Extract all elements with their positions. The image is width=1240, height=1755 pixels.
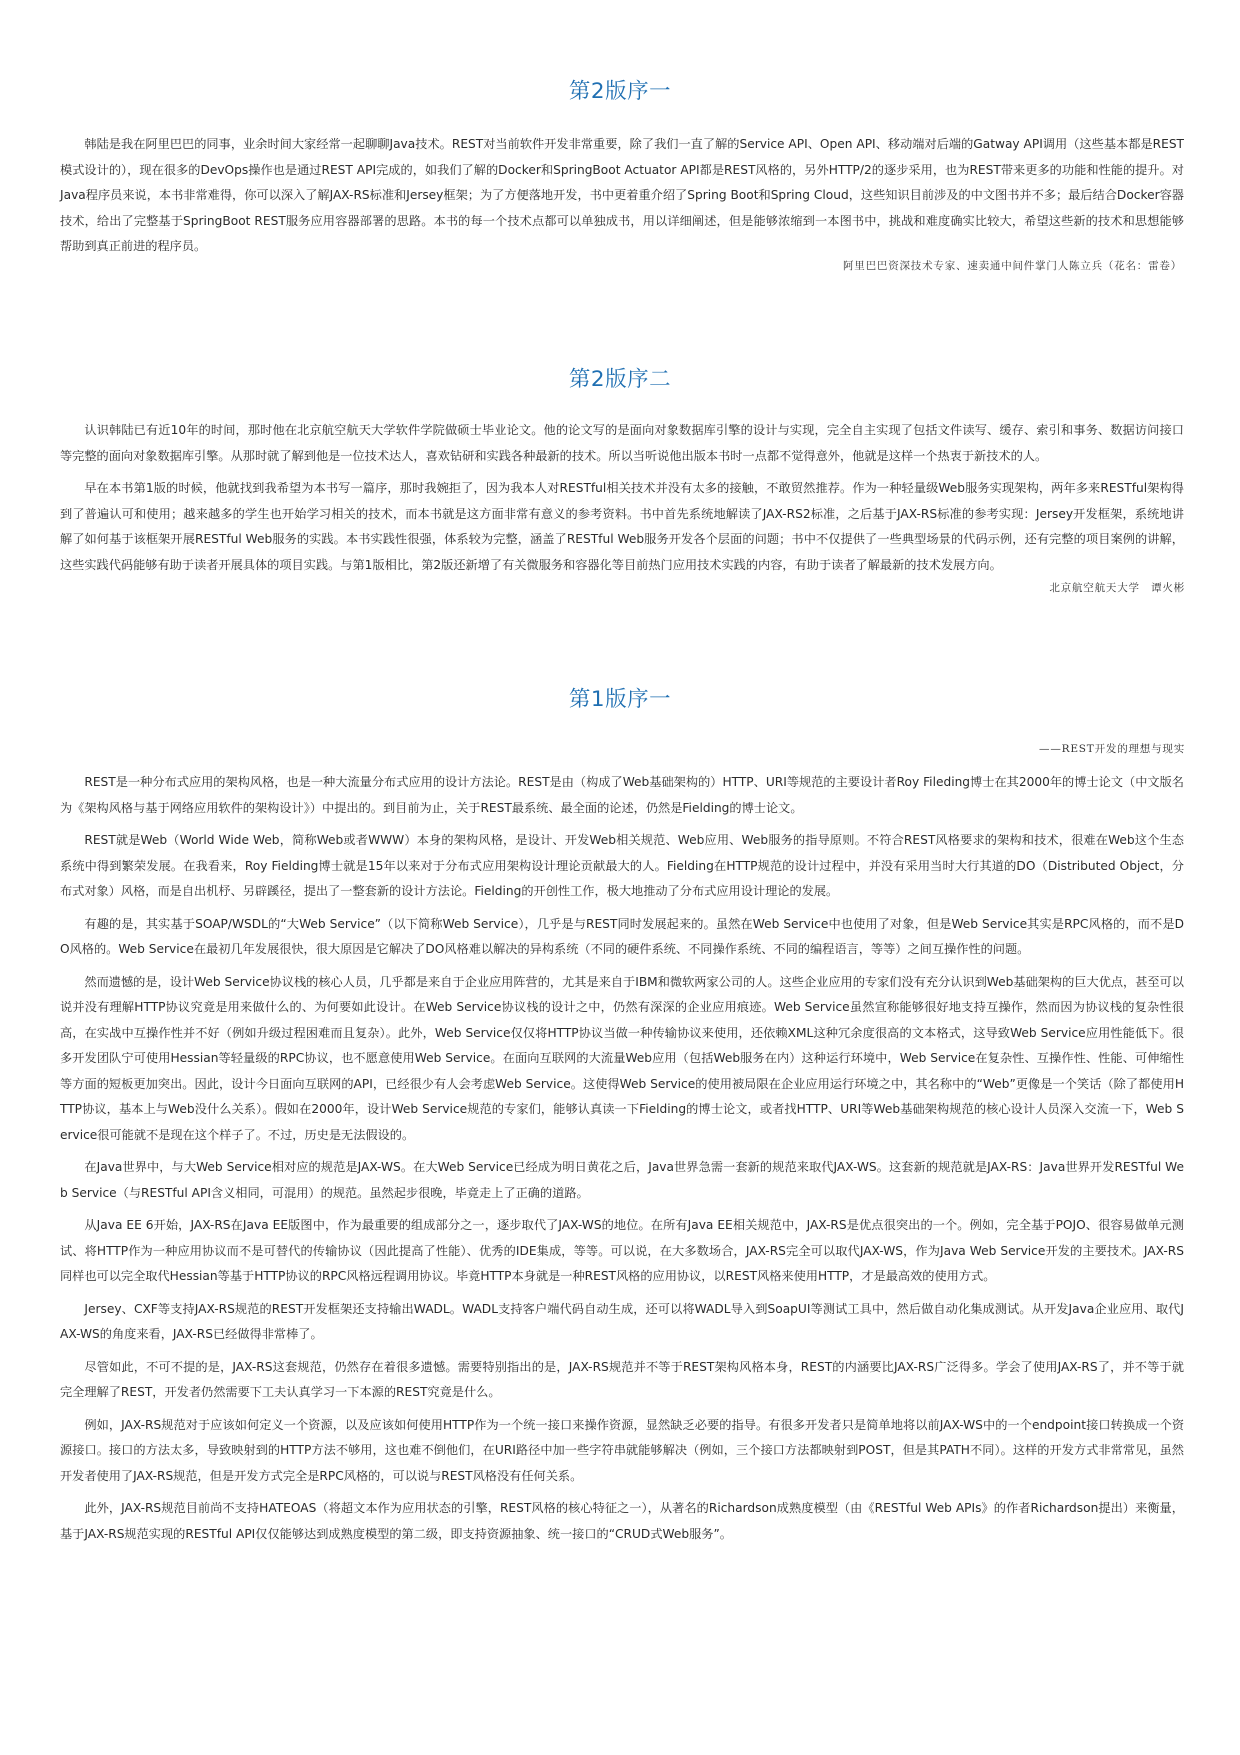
section-title-preface-2-1: 第2版序一 — [568, 79, 672, 105]
paragraph: 此外，JAX-RS规范目前尚不支持HATEOAS（将超文本作为应用状态的引擎，REST风格的核心特征之一），从著名的Richardson成熟度模型（由《RESTful Web APIs》的作者Richardson提出）来衡量，基于JAX-RS规范实现的RESTful API仅仅能够达到成熟度模型的第二级，即支持资源抽象、统一接口的“CRUD式Web服务”。 — [60, 1501, 1184, 1541]
paragraph: 在Java世界中，与大Web Service相对应的规范是JAX-WS。在大Web Service已经成为明日黄花之后，Java世界急需一套新的规范来取代JAX-WS。这套新的规范就是JAX-RS：Java世界开发RESTful Web Service（与RESTful API含义相同，可混用）的规范。虽然起步很晚，毕竟走上了正确的道路。 — [60, 1160, 1184, 1200]
paragraph: 早在本书第1版的时候，他就找到我希望为本书写一篇序，那时我婉拒了，因为我本人对RESTful相关技术并没有太多的接触，不敢贸然推荐。作为一种轻量级Web服务实现架构，两年多来RESTful架构得到了普遍认可和使用；越来越多的学生也开始学习相关的技术，而本书就是这方面非常有意义的参考资料。书中首先系统地解读了JAX-RS2标准，之后基于JAX-RS标准的参考实现：Jersey开发框架，系统地讲解了如何基于该框架开展RESTful Web服务的实践。本书实践性很强，体系较为完整，涵盖了RESTful Web服务开发各个层面的问题；书中不仅提供了一些典型场景的代码示例，还有完整的项目案例的讲解，这些实践代码能够有助于读者开展具体的项目实践。与第1版相比，第2版还新增了有关微服务和容器化等目前热门应用技术实践的内容，有助于读者了解最新的技术发展方向。 — [60, 481, 1184, 572]
signature-chen-libing: 阿里巴巴资深技术专家、速卖通中间件掌门人陈立兵（花名：雷卷） — [843, 260, 1182, 272]
section-title-preface-1-1: 第1版序一 — [568, 687, 672, 713]
section-body-preface-2-2 — [60, 418, 1184, 578]
paragraph: 例如，JAX-RS规范对于应该如何定义一个资源，以及应该如何使用HTTP作为一个统一接口来操作资源，显然缺乏必要的指导。有很多开发者只是简单地将以前JAX-WS中的一个endpoint接口转换成一个资源接口。接口的方法太多，导致映射到的HTTP方法不够用，这也难不倒他们，在URI路径中加一些字符串就能够解决（例如，三个接口方法都映射到POST，但是其PATH不同）。这样的开发方式非常常见，虽然开发者使用了JAX-RS规范，但是开发方式完全是RPC风格的，可以说与REST风格没有任何关系。 — [60, 1417, 1184, 1483]
section-body-preface-1-1 — [60, 770, 1184, 1547]
paragraph: Jersey、CXF等支持JAX-RS规范的REST开发框架还支持输出WADL。WADL支持客户端代码自动生成，还可以将WADL导入到SoapUI等测试工具中，然后做自动化集成测试。从开发Java企业应用、取代JAX-WS的角度来看，JAX-RS已经做得非常棒了。 — [60, 1301, 1184, 1341]
paragraph: 然而遗憾的是，设计Web Service协议栈的核心人员，几乎都是来自于企业应用阵营的，尤其是来自于IBM和微软两家公司的人。这些企业应用的专家们没有充分认识到Web基础架构的巨大优点，甚至可以说并没有理解HTTP协议究竟是用来做什么的、为何要如此设计。在Web Service协议栈的设计之中，仍然有深深的企业应用痕迹。Web Service虽然宣称能够很好地支持互操作，然而因为协议栈的复杂性很高，在实战中互操作性并不好（例如升级过程困难而且复杂）。此外，Web Service仅仅将HTTP协议当做一种传输协议来使用，还依赖XML这种冗余度很高的文本格式，这导致Web Service应用性能低下。很多开发团队宁可使用Hessian等轻量级的RPC协议，也不愿意使用Web Service。在面向互联网的大流量Web应用（包括Web服务在内）这种运行环境中，Web Service在复杂性、互操作性、性能、可伸缩性等方面的短板更加突出。因此，设计今日面向互联网的API，已经很少有人会考虑Web Service。这使得Web Service的使用被局限在企业应用运行环境之中，其名称中的“Web”更像是一个笑话（除了都使用HTTP协议，基本上与Web没什么关系）。假如在2000年，设计Web Service规范的专家们，能够认真读一下Fielding的博士论文，或者找HTTP、URI等Web基础架构规范的核心设计人员深入交流一下，Web Service很可能就不是现在这个样子了。不过，历史是无法假设的。 — [60, 974, 1184, 1142]
paragraph: REST是一种分布式应用的架构风格，也是一种大流量分布式应用的设计方法论。REST是由（构成了Web基础架构的）HTTP、URI等规范的主要设计者Roy Fileding博士在其2000年的博士论文（中文版名为《架构风格与基于网络应用软件的架构设计》）中提出的。到目前为止，关于REST最系统、最全面的论述，仍然是Fielding的博士论文。 — [60, 775, 1184, 815]
paragraph: 认识韩陆已有近10年的时间，那时他在北京航空航天大学软件学院做硕士毕业论文。他的论文写的是面向对象数据库引擎的设计与实现，完全自主实现了包括文件读写、缓存、索引和事务、数据访问接口等完整的面向对象数据库引擎。从那时就了解到他是一位技术达人，喜欢钻研和实践各种最新的技术。所以当听说他出版本书时一点都不觉得意外，他就是这样一个热衷于新技术的人。 — [60, 423, 1184, 463]
paragraph: REST就是Web（World Wide Web，简称Web或者WWW）本身的架构风格，是设计、开发Web相关规范、Web应用、Web服务的指导原则。不符合REST风格要求的架构和技术，很难在Web这个生态系统中得到繁荣发展。在我看来，Roy Fielding博士就是15年以来对于分布式应用架构设计理论贡献最大的人。Fielding在HTTP规范的设计过程中，并没有采用当时大行其道的DO（Distributed Object，分布式对象）风格，而是自出机杼、另辟蹊径，提出了一整套新的设计方法论。Fielding的开创性工作，极大地推动了分布式应用设计理论的发展。 — [60, 833, 1184, 898]
section-title-preface-2-2: 第2版序二 — [568, 367, 672, 393]
paragraph: 韩陆是我在阿里巴巴的同事，业余时间大家经常一起聊聊Java技术。REST对当前软件开发非常重要，除了我们一直了解的Service API、Open API、移动端对后端的Gatway API调用（这些基本都是REST模式设计的），现在很多的DevOps操作也是通过REST API完成的，如我们了解的Docker和SpringBoot Actuator API都是REST风格的，另外HTTP/2的逐步采用，也为REST带来更多的功能和性能的提升。对Java程序员来说，本书非常难得，你可以深入了解JAX-RS标准和Jersey框架；为了方便落地开发，书中更着重介绍了Spring Boot和Spring Cloud，这些知识目前涉及的中文图书并不多；最后结合Docker容器技术，给出了完整基于SpringBoot REST服务应用容器部署的思路。本书的每一个技术点都可以单独成书，用以详细阐述，但是能够浓缩到一本图书中，挑战和难度确实比较大，希望这些新的技术和思想能够帮助到真正前进的程序员。 — [60, 137, 1184, 253]
epigraph: ——REST开发的理想与现实 — [1039, 743, 1185, 755]
paragraph: 有趣的是，其实基于SOAP/WSDL的“大Web Service”（以下简称Web Service），几乎是与REST同时发展起来的。虽然在Web Service中也使用了对象，但是Web Service其实是RPC风格的，而不是DO风格的。Web Service在最初几年发展很快，很大原因是它解决了DO风格难以解决的异构系统（不同的硬件系统、不同操作系统、不同的编程语言，等等）之间互操作性的问题。 — [60, 916, 1184, 956]
signature-tan-huobin: 北京航空航天大学 谭火彬 — [1049, 582, 1185, 594]
paragraph: 尽管如此，不可不提的是，JAX-RS这套规范，仍然存在着很多遗憾。需要特别指出的是，JAX-RS规范并不等于REST架构风格本身，REST的内涵要比JAX-RS广泛得多。学会了使用JAX-RS了，并不等于就完全理解了REST，开发者仍然需要下工夫认真学习一下本源的REST究竟是什么。 — [60, 1359, 1184, 1399]
paragraph: 从Java EE 6开始，JAX-RS在Java EE版图中，作为最重要的组成部分之一，逐步取代了JAX-WS的地位。在所有Java EE相关规范中，JAX-RS是优点很突出的一个。例如，完全基于POJO、很容易做单元测试、将HTTP作为一种应用协议而不是可替代的传输协议（因此提高了性能）、优秀的IDE集成，等等。可以说，在大多数场合，JAX-RS完全可以取代JAX-WS，作为Java Web Service开发的主要技术。JAX-RS同样也可以完全取代Hessian等基于HTTP协议的RPC风格远程调用协议。毕竟HTTP本身就是一种REST风格的应用协议，以REST风格来使用HTTP，才是最高效的使用方式。 — [60, 1218, 1184, 1283]
section-body-preface-2-1 — [60, 132, 1184, 260]
